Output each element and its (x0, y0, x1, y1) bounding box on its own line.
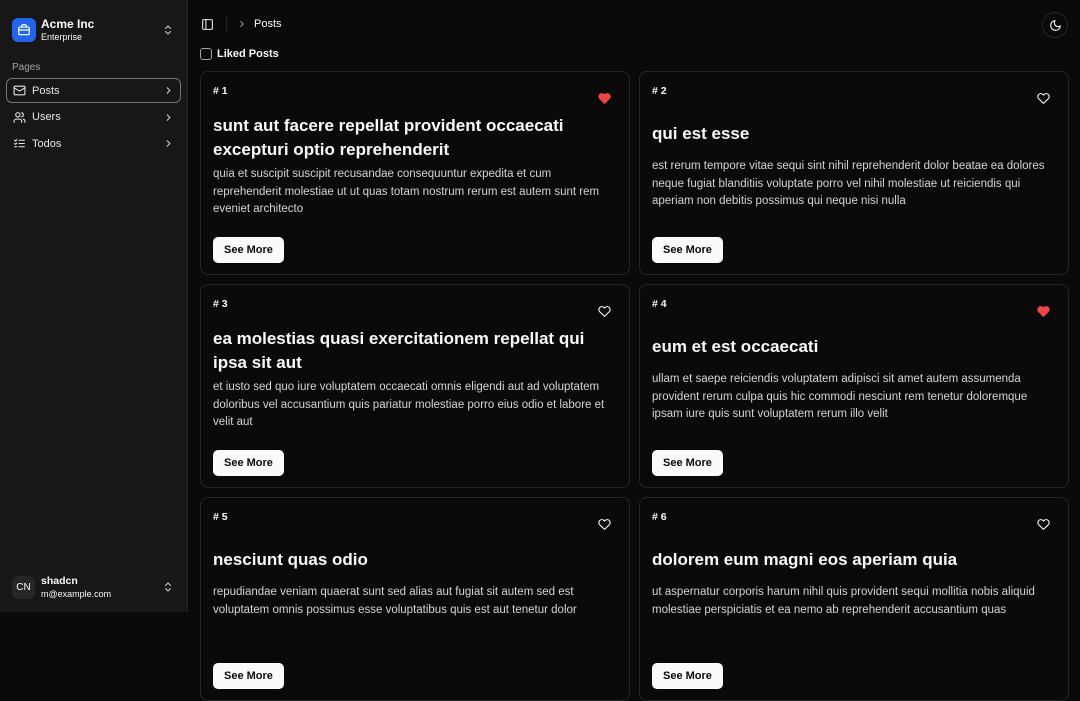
post-title: ea molestias quasi exercitationem repellat qui ipsa sit aut (213, 329, 585, 372)
heart-filled-icon[interactable] (597, 91, 611, 105)
list-checks-icon (13, 137, 26, 150)
user-name: shadcn (41, 574, 78, 587)
post-title: nesciunt quas odio (213, 550, 368, 569)
sidebar-item-label: Users (32, 111, 61, 123)
see-more-button[interactable]: See More (652, 663, 723, 689)
chevron-right-icon (162, 138, 174, 150)
sidebar-item-posts[interactable] (6, 78, 181, 103)
team-plan: Enterprise (41, 32, 83, 42)
post-body: ut aspernatur corporis harum nihil quis provident sequi mollitia nobis aliquid molestiae perspiciatis et ea nemo ab reprehenderit accusantium quas (652, 586, 1035, 616)
team-switcher[interactable] (0, 0, 187, 48)
sidebar-item-todos[interactable] (6, 131, 181, 156)
post-number: # 2 (652, 85, 667, 97)
liked-posts-label[interactable]: Liked Posts (217, 48, 279, 60)
post-number: # 6 (652, 511, 667, 523)
mail-icon (13, 84, 26, 97)
sidebar-toggle-icon[interactable] (200, 17, 214, 31)
sidebar (0, 0, 188, 612)
post-title: sunt aut facere repellat provident occaecati excepturi optio reprehenderit (213, 116, 564, 159)
post-number: # 4 (652, 298, 667, 310)
sidebar-nav (0, 78, 187, 158)
user-menu[interactable] (0, 562, 187, 612)
see-more-button[interactable]: See More (213, 663, 284, 689)
see-more-button[interactable]: See More (652, 237, 723, 263)
post-title: eum et est occaecati (652, 337, 819, 356)
heart-icon[interactable] (1036, 517, 1050, 531)
chevron-right-icon (162, 111, 174, 123)
post-body: est rerum tempore vitae sequi sint nihil reprehenderit dolor beatae ea dolores neque fugiat blanditiis voluptate porro vel nihil molestiae ut reiciendis qui aperiam non debitis possimus qui neque nisi nulla (652, 160, 1045, 207)
post-card (639, 71, 1069, 275)
post-number: # 1 (213, 85, 228, 97)
breadcrumb-page: Posts (254, 18, 282, 30)
team-name: Acme Inc (41, 17, 95, 31)
liked-posts-checkbox[interactable] (200, 48, 212, 60)
post-card (200, 497, 630, 701)
moon-icon (1049, 19, 1062, 32)
sidebar-item-label: Todos (32, 137, 62, 150)
see-more-button[interactable]: See More (652, 450, 723, 476)
post-card (200, 71, 630, 275)
post-body: repudiandae veniam quaerat sunt sed alias aut fugiat sit autem sed est voluptatem omnis possimus esse voluptatibus quis est aut tenetur dolor (213, 586, 577, 616)
liked-posts-filter (188, 47, 1080, 61)
sidebar-item-label: Posts (32, 84, 60, 97)
theme-toggle-button[interactable] (1042, 12, 1068, 38)
post-title: dolorem eum magni eos aperiam quia (652, 550, 958, 569)
heart-icon[interactable] (597, 304, 611, 318)
chevrons-up-down-icon (161, 23, 175, 37)
heart-icon[interactable] (1036, 91, 1050, 105)
main-content (188, 0, 1080, 682)
heart-filled-icon[interactable] (1036, 304, 1050, 318)
post-card (639, 284, 1069, 488)
post-card (639, 497, 1069, 701)
see-more-button[interactable]: See More (213, 450, 284, 476)
chevron-right-icon (162, 85, 174, 97)
avatar: CN (12, 576, 35, 599)
team-logo-icon (12, 18, 36, 42)
see-more-button[interactable]: See More (213, 237, 284, 263)
post-body: ullam et saepe reiciendis voluptatem adipisci sit amet autem assumenda provident rerum culpa quis hic commodi nesciunt rem tenetur doloremque ipsam iure quis sunt voluptatem rerum illo velit (652, 373, 1028, 420)
user-email: m@example.com (41, 588, 112, 599)
header (188, 0, 1080, 48)
heart-icon[interactable] (597, 517, 611, 531)
post-number: # 5 (213, 511, 228, 523)
posts-grid (200, 71, 1069, 701)
users-icon (13, 111, 26, 124)
post-body: quia et suscipit suscipit recusandae consequuntur expedita et cum reprehenderit molestiae ut ut quas totam nostrum rerum est autem sunt rem eveniet architecto (213, 168, 600, 215)
post-body: et iusto sed quo iure voluptatem occaecati omnis eligendi aut ad voluptatem doloribus vel accusantium quis pariatur molestiae porro eius odio et labore et velit aut (213, 381, 605, 428)
header-divider (226, 17, 227, 31)
sidebar-item-users[interactable] (6, 105, 181, 130)
post-number: # 3 (213, 298, 228, 310)
post-title: qui est esse (652, 124, 750, 143)
nav-group-label: Pages (12, 62, 41, 73)
post-card (200, 284, 630, 488)
chevrons-up-down-icon (161, 580, 175, 594)
chevron-right-icon (237, 19, 247, 29)
